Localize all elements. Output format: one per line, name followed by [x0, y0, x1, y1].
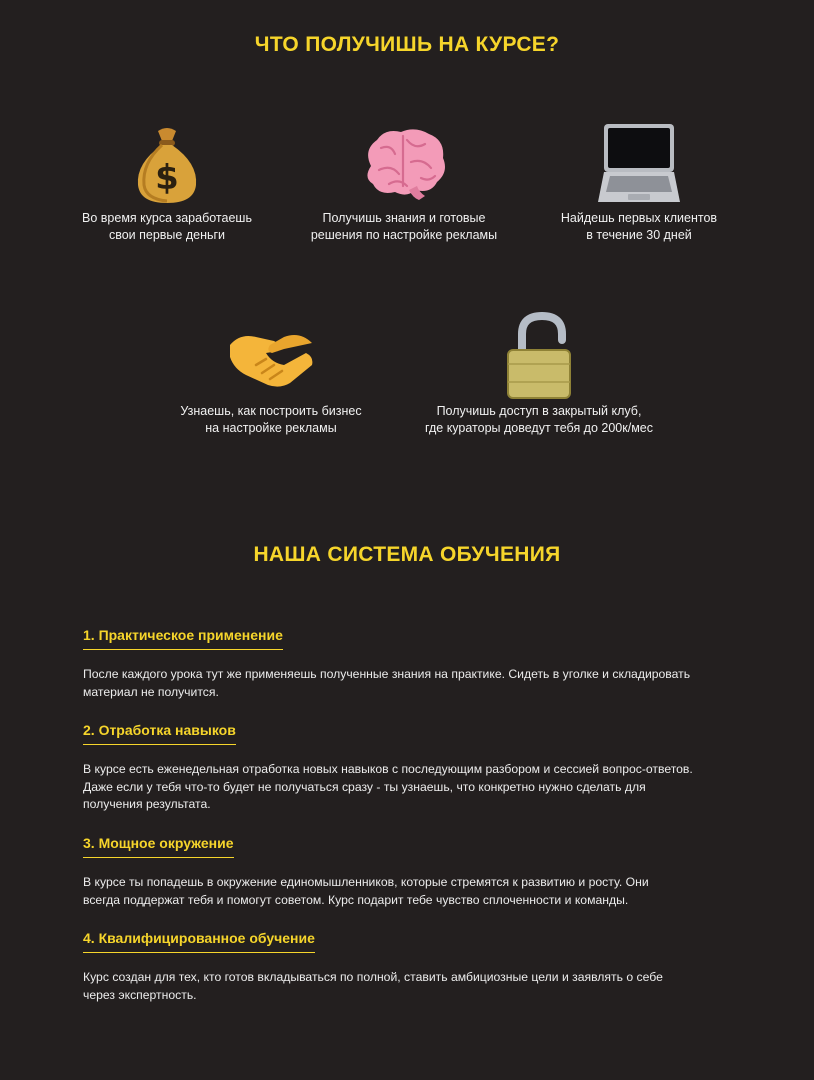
brain-icon [284, 118, 524, 210]
learning-item [83, 930, 733, 1004]
benefit-caption: Получишь знания и готовые решения по настройке рекламы [310, 211, 498, 242]
benefit-caption: Найдешь первых клиентов в течение 30 дней [560, 211, 718, 242]
benefit-caption: Узнаешь, как построить бизнес на настройке рекламы [180, 404, 362, 435]
benefit-card [419, 311, 659, 437]
benefit-caption: Во время курса заработаешь свои первые деньги [82, 211, 252, 242]
section-title-learning-system: НАША СИСТЕМА ОБУЧЕНИЯ [253, 543, 561, 566]
learning-item-title: 1. Практическое применение [83, 627, 283, 650]
learning-item-title: 4. Квалифицированное обучение [83, 930, 315, 953]
money-bag-icon [47, 118, 287, 210]
open-lock-icon [419, 311, 659, 403]
learning-item-text: В курсе есть еженедельная отработка новых навыков с последующим разбором и сессией вопрос-ответов. Даже если у тебя что-то будет не получаться сразу - ты узнаешь, что конкретно нужно сделать для получения результата. [83, 762, 693, 811]
learning-item-text: После каждого урока тут же применяешь полученные знания на практике. Сидеть в уголке и складировать материал не получится. [83, 667, 691, 699]
svg-text:$: $ [155, 158, 179, 198]
learning-item [83, 627, 733, 701]
benefit-caption: Получишь доступ в закрытый клуб, где кураторы доведут тебя до 200к/мес [424, 404, 653, 435]
learning-item-title: 2. Отработка навыков [83, 722, 236, 745]
learning-item [83, 835, 733, 909]
laptop-icon [519, 118, 759, 210]
benefit-card [284, 118, 524, 244]
learning-item-text: Курс создан для тех, кто готов вкладываться по полной, ставить амбициозные цели и заявлять о себе через экспертность. [83, 970, 663, 1002]
benefit-card [47, 118, 287, 244]
handshake-icon [151, 311, 391, 403]
learning-item-title: 3. Мощное окружение [83, 835, 234, 858]
benefit-card [151, 311, 391, 437]
benefit-card [519, 118, 759, 244]
section-title-course-benefits: ЧТО ПОЛУЧИШЬ НА КУРСЕ? [254, 33, 560, 56]
learning-item [83, 722, 733, 814]
learning-item-text: В курсе ты попадешь в окружение единомышленников, которые стремятся к развитию и росту. Они всегда поддержат тебя и помогут советом. Курс подарит тебе чувство сплоченности и команды. [83, 875, 649, 907]
